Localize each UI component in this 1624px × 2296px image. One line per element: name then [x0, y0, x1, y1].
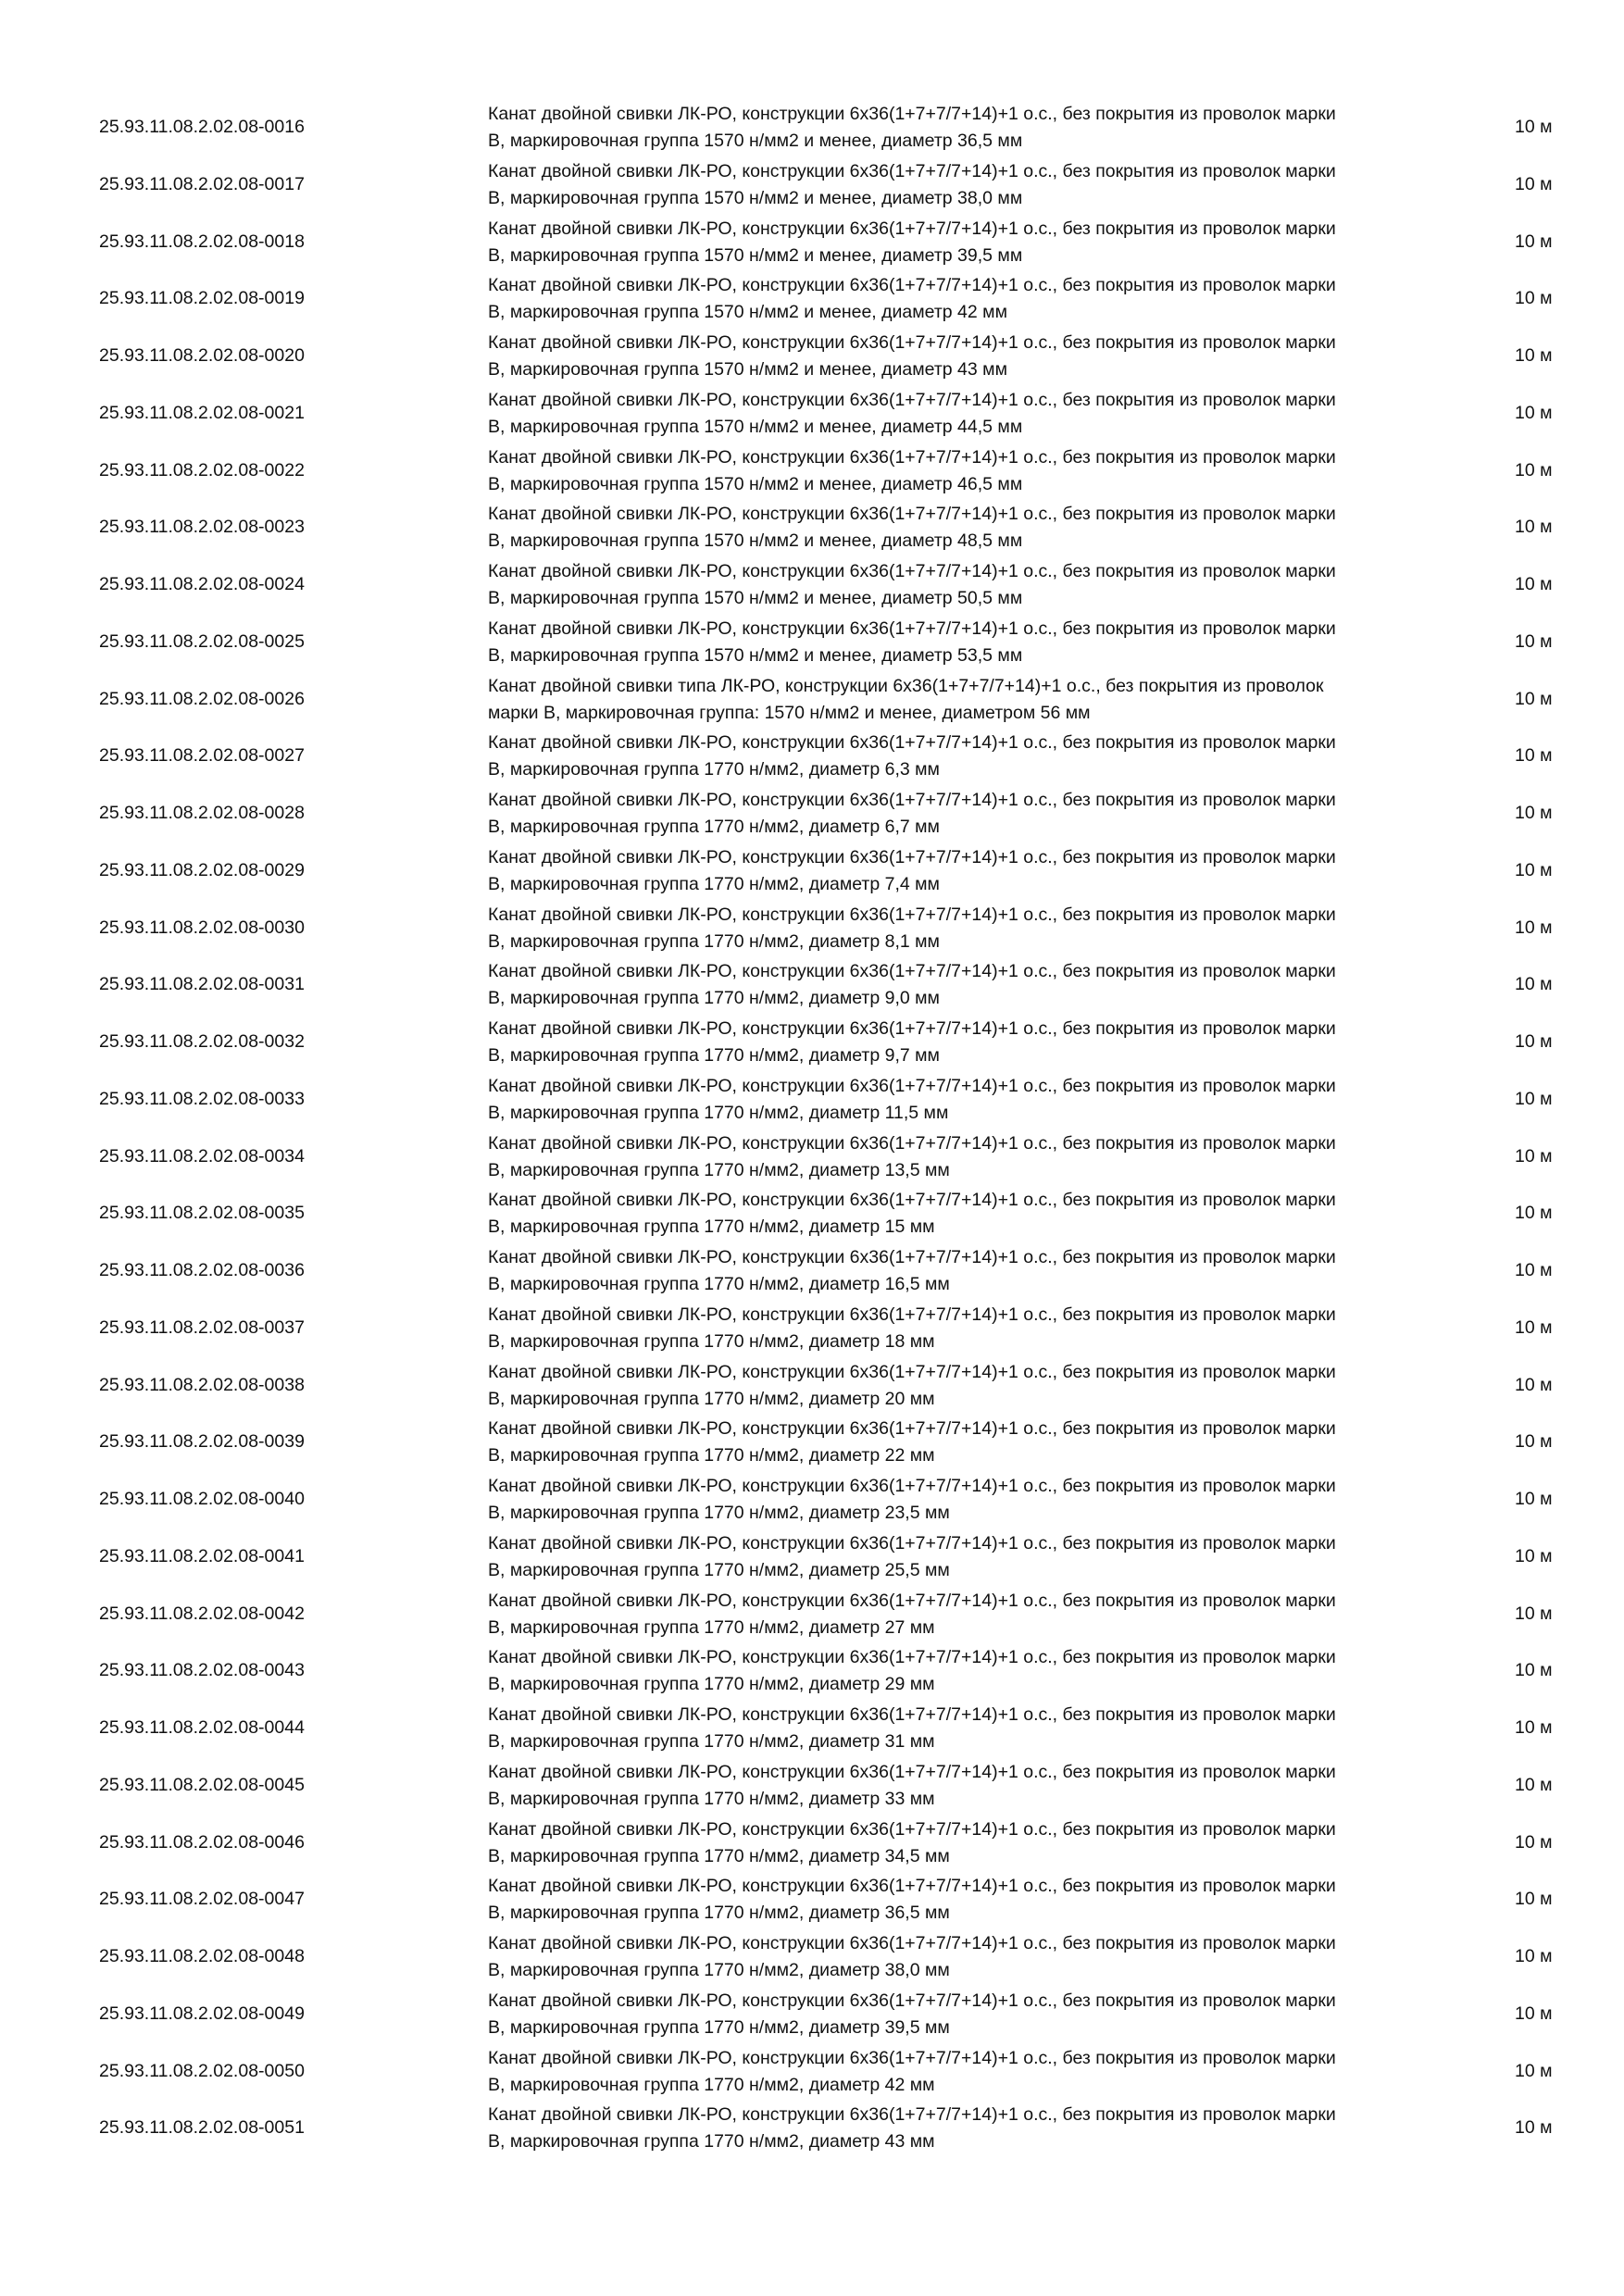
table-row [0, 1986, 1624, 2043]
table-row [0, 1185, 1624, 1242]
catalog-table [0, 99, 1624, 2157]
resource-description [488, 272, 1488, 326]
description-line-2: В, маркировочная группа 1770 н/мм2, диаметр 33 мм [488, 1788, 935, 1809]
description-line-2: В, маркировочная группа 1770 н/мм2, диаметр 13,5 мм [488, 1159, 950, 1180]
unit-of-measure: 10 м [1515, 2117, 1553, 2139]
resource-code: 25.93.11.08.2.02.08-0017 [99, 173, 305, 194]
unit-of-measure: 10 м [1515, 630, 1553, 652]
description-line-2: В, маркировочная группа 1770 н/мм2, диаметр 25,5 мм [488, 1559, 950, 1580]
description-line-1: Канат двойной свивки ЛК-РО, конструкции 6х36(1+7+7/7+14)+1 о.с., без покрытия из проволок марки [488, 104, 1336, 124]
description-line-2: В, маркировочная группа 1770 н/мм2, диаметр 6,7 мм [488, 817, 940, 837]
table-row [0, 1757, 1624, 1815]
table-row [0, 443, 1624, 500]
description-line-2: В, маркировочная группа 1770 н/мм2, диаметр 6,3 мм [488, 759, 940, 780]
resource-description [488, 1073, 1488, 1127]
resource-description [488, 673, 1488, 727]
resource-description [488, 1473, 1488, 1527]
resource-description [488, 616, 1488, 669]
table-row [0, 1242, 1624, 1300]
description-line-1: Канат двойной свивки ЛК-РО, конструкции 6х36(1+7+7/7+14)+1 о.с., без покрытия из проволок марки [488, 218, 1336, 239]
resource-code: 25.93.11.08.2.02.08-0040 [99, 1489, 305, 1509]
description-line-2: В, маркировочная группа 1570 н/мм2 и менее, диаметр 53,5 мм [488, 644, 1023, 666]
resource-code: 25.93.11.08.2.02.08-0021 [99, 402, 305, 423]
resource-code: 25.93.11.08.2.02.08-0034 [99, 1145, 305, 1167]
description-line-1: Канат двойной свивки ЛК-РО, конструкции 6х36(1+7+7/7+14)+1 о.с., без покрытия из проволок марки [488, 561, 1336, 581]
description-line-1: Канат двойной свивки ЛК-РО, конструкции 6х36(1+7+7/7+14)+1 о.с., без покрытия из проволок марки [488, 1018, 1336, 1039]
description-line-2: В, маркировочная группа 1570 н/мм2 и менее, диаметр 36,5 мм [488, 131, 1023, 151]
description-line-1: Канат двойной свивки ЛК-РО, конструкции 6х36(1+7+7/7+14)+1 о.с., без покрытия из проволок марки [488, 1476, 1336, 1496]
table-row [0, 614, 1624, 671]
table-row [0, 1300, 1624, 1357]
description-line-1: Канат двойной свивки ЛК-РО, конструкции 6х36(1+7+7/7+14)+1 о.с., без покрытия из проволок марки [488, 389, 1336, 410]
unit-of-measure: 10 м [1515, 745, 1553, 767]
unit-of-measure: 10 м [1515, 1545, 1553, 1566]
description-line-1: Канат двойной свивки ЛК-РО, конструкции 6х36(1+7+7/7+14)+1 о.с., без покрытия из проволок марки [488, 2047, 1336, 2068]
resource-description [488, 1530, 1488, 1584]
resource-code: 25.93.11.08.2.02.08-0029 [99, 859, 305, 880]
resource-code: 25.93.11.08.2.02.08-0041 [99, 1545, 305, 1566]
resource-code: 25.93.11.08.2.02.08-0037 [99, 1316, 305, 1338]
table-row [0, 328, 1624, 385]
resource-code: 25.93.11.08.2.02.08-0043 [99, 1660, 305, 1681]
description-line-1: Канат двойной свивки ЛК-РО, конструкции 6х36(1+7+7/7+14)+1 о.с., без покрытия из проволок марки [488, 1761, 1336, 1782]
table-row [0, 900, 1624, 957]
resource-code: 25.93.11.08.2.02.08-0020 [99, 345, 305, 366]
resource-code: 25.93.11.08.2.02.08-0045 [99, 1774, 305, 1795]
description-line-2: В, маркировочная группа 1770 н/мм2, диаметр 16,5 мм [488, 1274, 950, 1294]
resource-code: 25.93.11.08.2.02.08-0031 [99, 974, 305, 995]
unit-of-measure: 10 м [1515, 1660, 1553, 1681]
resource-code: 25.93.11.08.2.02.08-0048 [99, 1946, 305, 1966]
description-line-1: Канат двойной свивки ЛК-РО, конструкции 6х36(1+7+7/7+14)+1 о.с., без покрытия из проволок марки [488, 160, 1336, 181]
unit-of-measure: 10 м [1515, 1145, 1553, 1167]
description-line-1: Канат двойной свивки ЛК-РО, конструкции 6х36(1+7+7/7+14)+1 о.с., без покрытия из проволок марки [488, 1818, 1336, 1840]
description-line-2: В, маркировочная группа 1770 н/мм2, диаметр 8,1 мм [488, 930, 940, 952]
resource-description [488, 158, 1488, 212]
resource-code: 25.93.11.08.2.02.08-0019 [99, 288, 305, 309]
resource-code: 25.93.11.08.2.02.08-0036 [99, 1260, 305, 1280]
description-line-2: В, маркировочная группа 1770 н/мм2, диаметр 36,5 мм [488, 1903, 950, 1924]
resource-code: 25.93.11.08.2.02.08-0023 [99, 517, 305, 538]
description-line-1: Канат двойной свивки ЛК-РО, конструкции 6х36(1+7+7/7+14)+1 о.с., без покрытия из проволок марки [488, 1933, 1336, 1953]
table-row [0, 1529, 1624, 1586]
description-line-2: В, маркировочная группа 1770 н/мм2, диаметр 43 мм [488, 2131, 935, 2152]
resource-code: 25.93.11.08.2.02.08-0024 [99, 574, 305, 594]
description-line-1: Канат двойной свивки ЛК-РО, конструкции 6х36(1+7+7/7+14)+1 о.с., без покрытия из проволок марки [488, 846, 1336, 867]
resource-description [488, 1644, 1488, 1698]
resource-code: 25.93.11.08.2.02.08-0039 [99, 1431, 305, 1453]
resource-description [488, 1016, 1488, 1069]
table-row [0, 728, 1624, 785]
resource-code: 25.93.11.08.2.02.08-0026 [99, 688, 305, 709]
unit-of-measure: 10 м [1515, 1031, 1553, 1052]
table-row [0, 1471, 1624, 1529]
unit-of-measure: 10 м [1515, 1203, 1553, 1224]
description-line-2: В, маркировочная группа 1570 н/мм2 и менее, диаметр 44,5 мм [488, 416, 1023, 437]
unit-of-measure: 10 м [1515, 1489, 1553, 1509]
table-row [0, 556, 1624, 614]
resource-description [488, 501, 1488, 555]
table-row [0, 842, 1624, 900]
resource-description [488, 1988, 1488, 2041]
resource-code: 25.93.11.08.2.02.08-0018 [99, 231, 305, 252]
resource-description [488, 1302, 1488, 1355]
resource-description [488, 1130, 1488, 1184]
resource-code: 25.93.11.08.2.02.08-0032 [99, 1031, 305, 1052]
unit-of-measure: 10 м [1515, 1603, 1553, 1624]
description-line-2: В, маркировочная группа 1770 н/мм2, диаметр 7,4 мм [488, 873, 940, 894]
resource-description [488, 387, 1488, 441]
table-row [0, 785, 1624, 842]
unit-of-measure: 10 м [1515, 288, 1553, 309]
description-line-1: Канат двойной свивки ЛК-РО, конструкции 6х36(1+7+7/7+14)+1 о.с., без покрытия из проволок марки [488, 1361, 1336, 1382]
resource-description [488, 1416, 1488, 1469]
table-row [0, 1586, 1624, 1643]
resource-description [488, 330, 1488, 383]
unit-of-measure: 10 м [1515, 2060, 1553, 2081]
resource-description [488, 958, 1488, 1012]
resource-description [488, 902, 1488, 955]
unit-of-measure: 10 м [1515, 517, 1553, 538]
description-line-1: Канат двойной свивки ЛК-РО, конструкции 6х36(1+7+7/7+14)+1 о.с., без покрытия из проволок марки [488, 1532, 1336, 1554]
description-line-2: В, маркировочная группа 1770 н/мм2, диаметр 42 мм [488, 2074, 935, 2095]
description-line-2: В, маркировочная группа 1770 н/мм2, диаметр 39,5 мм [488, 2016, 950, 2038]
description-line-1: Канат двойной свивки ЛК-РО, конструкции 6х36(1+7+7/7+14)+1 о.с., без покрытия из проволок марки [488, 618, 1336, 639]
description-line-2: В, маркировочная группа 1570 н/мм2 и менее, диаметр 46,5 мм [488, 473, 1023, 494]
unit-of-measure: 10 м [1515, 345, 1553, 366]
description-line-1: Канат двойной свивки ЛК-РО, конструкции 6х36(1+7+7/7+14)+1 о.с., без покрытия из проволок марки [488, 275, 1336, 296]
unit-of-measure: 10 м [1515, 1946, 1553, 1966]
resource-description [488, 558, 1488, 612]
description-line-2: В, маркировочная группа 1770 н/мм2, диаметр 31 мм [488, 1731, 935, 1752]
resource-code: 25.93.11.08.2.02.08-0022 [99, 459, 305, 480]
description-line-2: В, маркировочная группа 1570 н/мм2 и менее, диаметр 39,5 мм [488, 244, 1023, 266]
unit-of-measure: 10 м [1515, 1889, 1553, 1910]
description-line-1: Канат двойной свивки ЛК-РО, конструкции 6х36(1+7+7/7+14)+1 о.с., без покрытия из проволок марки [488, 1876, 1336, 1897]
description-line-1: Канат двойной свивки ЛК-РО, конструкции 6х36(1+7+7/7+14)+1 о.с., без покрытия из проволок марки [488, 790, 1336, 810]
table-row [0, 2043, 1624, 2101]
unit-of-measure: 10 м [1515, 1831, 1553, 1853]
description-line-2: В, маркировочная группа 1770 н/мм2, диаметр 22 мм [488, 1445, 935, 1466]
table-row [0, 956, 1624, 1014]
description-line-2: В, маркировочная группа 1770 н/мм2, диаметр 9,0 мм [488, 988, 940, 1009]
unit-of-measure: 10 м [1515, 2003, 1553, 2024]
table-row [0, 1871, 1624, 1928]
unit-of-measure: 10 м [1515, 173, 1553, 194]
unit-of-measure: 10 м [1515, 1717, 1553, 1738]
description-line-2: В, маркировочная группа 1770 н/мм2, диаметр 9,7 мм [488, 1045, 940, 1066]
resource-code: 25.93.11.08.2.02.08-0046 [99, 1831, 305, 1853]
description-line-1: Канат двойной свивки ЛК-РО, конструкции 6х36(1+7+7/7+14)+1 о.с., без покрытия из проволок марки [488, 1132, 1336, 1154]
unit-of-measure: 10 м [1515, 1260, 1553, 1280]
resource-code: 25.93.11.08.2.02.08-0028 [99, 803, 305, 823]
description-line-2: В, маркировочная группа 1770 н/мм2, диаметр 18 мм [488, 1330, 935, 1352]
resource-description [488, 1702, 1488, 1755]
table-row [0, 385, 1624, 443]
unit-of-measure: 10 м [1515, 1374, 1553, 1395]
resource-description [488, 1816, 1488, 1870]
description-line-2: В, маркировочная группа 1570 н/мм2 и менее, диаметр 43 мм [488, 359, 1007, 380]
resource-description [488, 1244, 1488, 1298]
resource-code: 25.93.11.08.2.02.08-0035 [99, 1203, 305, 1224]
description-line-1: Канат двойной свивки ЛК-РО, конструкции 6х36(1+7+7/7+14)+1 о.с., без покрытия из проволок марки [488, 1075, 1336, 1096]
resource-description [488, 2102, 1488, 2155]
description-line-2: В, маркировочная группа 1570 н/мм2 и менее, диаметр 48,5 мм [488, 530, 1023, 552]
table-row [0, 1129, 1624, 1186]
description-line-2: В, маркировочная группа 1570 н/мм2 и менее, диаметр 42 мм [488, 302, 1007, 323]
unit-of-measure: 10 м [1515, 917, 1553, 938]
description-line-2: марки В, маркировочная группа: 1570 н/мм2 и менее, диаметром 56 мм [488, 702, 1091, 723]
resource-description [488, 730, 1488, 783]
resource-code: 25.93.11.08.2.02.08-0030 [99, 917, 305, 938]
table-row [0, 270, 1624, 328]
description-line-2: В, маркировочная группа 1770 н/мм2, диаметр 23,5 мм [488, 1503, 950, 1523]
unit-of-measure: 10 м [1515, 1316, 1553, 1338]
resource-code: 25.93.11.08.2.02.08-0038 [99, 1374, 305, 1395]
table-row [0, 214, 1624, 271]
unit-of-measure: 10 м [1515, 1431, 1553, 1453]
description-line-1: Канат двойной свивки ЛК-РО, конструкции 6х36(1+7+7/7+14)+1 о.с., без покрытия из проволок марки [488, 1990, 1336, 2011]
table-row [0, 1815, 1624, 1872]
resource-description [488, 1873, 1488, 1927]
unit-of-measure: 10 м [1515, 117, 1553, 137]
table-row [0, 99, 1624, 156]
resource-code: 25.93.11.08.2.02.08-0033 [99, 1088, 305, 1109]
unit-of-measure: 10 м [1515, 974, 1553, 995]
resource-code: 25.93.11.08.2.02.08-0049 [99, 2003, 305, 2024]
table-row [0, 1642, 1624, 1700]
table-row [0, 1414, 1624, 1471]
resource-description [488, 444, 1488, 498]
unit-of-measure: 10 м [1515, 574, 1553, 594]
unit-of-measure: 10 м [1515, 459, 1553, 480]
description-line-1: Канат двойной свивки ЛК-РО, конструкции 6х36(1+7+7/7+14)+1 о.с., без покрытия из проволок марки [488, 1418, 1336, 1440]
description-line-2: В, маркировочная группа 1570 н/мм2 и менее, диаметр 50,5 мм [488, 588, 1023, 608]
description-line-1: Канат двойной свивки ЛК-РО, конструкции 6х36(1+7+7/7+14)+1 о.с., без покрытия из проволок марки [488, 1190, 1336, 1211]
resource-description [488, 1930, 1488, 1984]
description-line-1: Канат двойной свивки ЛК-РО, конструкции 6х36(1+7+7/7+14)+1 о.с., без покрытия из проволок марки [488, 2104, 1336, 2126]
resource-description [488, 844, 1488, 898]
table-row [0, 1928, 1624, 1986]
resource-description [488, 1359, 1488, 1413]
resource-code: 25.93.11.08.2.02.08-0050 [99, 2060, 305, 2081]
resource-description [488, 1759, 1488, 1813]
table-row [0, 156, 1624, 214]
description-line-2: В, маркировочная группа 1770 н/мм2, диаметр 15 мм [488, 1217, 935, 1238]
unit-of-measure: 10 м [1515, 688, 1553, 709]
description-line-1: Канат двойной свивки ЛК-РО, конструкции 6х36(1+7+7/7+14)+1 о.с., без покрытия из проволок марки [488, 1590, 1336, 1611]
description-line-2: В, маркировочная группа 1570 н/мм2 и менее, диаметр 38,0 мм [488, 187, 1023, 208]
description-line-2: В, маркировочная группа 1770 н/мм2, диаметр 38,0 мм [488, 1960, 950, 1980]
resource-description [488, 787, 1488, 841]
resource-description [488, 2045, 1488, 2099]
description-line-2: В, маркировочная группа 1770 н/мм2, диаметр 20 мм [488, 1388, 935, 1409]
description-line-1: Канат двойной свивки ЛК-РО, конструкции 6х36(1+7+7/7+14)+1 о.с., без покрытия из проволок марки [488, 904, 1336, 925]
resource-code: 25.93.11.08.2.02.08-0027 [99, 745, 305, 767]
table-row [0, 1700, 1624, 1757]
unit-of-measure: 10 м [1515, 859, 1553, 880]
description-line-1: Канат двойной свивки ЛК-РО, конструкции 6х36(1+7+7/7+14)+1 о.с., без покрытия из проволок марки [488, 1647, 1336, 1668]
resource-code: 25.93.11.08.2.02.08-0042 [99, 1603, 305, 1624]
resource-description [488, 101, 1488, 155]
resource-code: 25.93.11.08.2.02.08-0051 [99, 2117, 305, 2139]
resource-description [488, 1187, 1488, 1241]
description-line-1: Канат двойной свивки ЛК-РО, конструкции 6х36(1+7+7/7+14)+1 о.с., без покрытия из проволок марки [488, 332, 1336, 353]
resource-description [488, 216, 1488, 269]
description-line-1: Канат двойной свивки типа ЛК-РО, конструкции 6х36(1+7+7/7+14)+1 о.с., без покрытия из проволок [488, 675, 1324, 696]
description-line-2: В, маркировочная группа 1770 н/мм2, диаметр 34,5 мм [488, 1845, 950, 1866]
description-line-1: Канат двойной свивки ЛК-РО, конструкции 6х36(1+7+7/7+14)+1 о.с., без покрытия из проволок марки [488, 1304, 1336, 1325]
unit-of-measure: 10 м [1515, 1774, 1553, 1795]
resource-code: 25.93.11.08.2.02.08-0047 [99, 1889, 305, 1910]
table-row [0, 671, 1624, 729]
table-row [0, 2100, 1624, 2157]
resource-code: 25.93.11.08.2.02.08-0016 [99, 117, 305, 137]
resource-code: 25.93.11.08.2.02.08-0044 [99, 1717, 305, 1738]
description-line-1: Канат двойной свивки ЛК-РО, конструкции 6х36(1+7+7/7+14)+1 о.с., без покрытия из проволок марки [488, 504, 1336, 525]
description-line-1: Канат двойной свивки ЛК-РО, конструкции 6х36(1+7+7/7+14)+1 о.с., без покрытия из проволок марки [488, 961, 1336, 982]
table-row [0, 1071, 1624, 1129]
table-row [0, 1014, 1624, 1071]
unit-of-measure: 10 м [1515, 402, 1553, 423]
table-row [0, 499, 1624, 556]
description-line-2: В, маркировочная группа 1770 н/мм2, диаметр 29 мм [488, 1674, 935, 1695]
description-line-1: Канат двойной свивки ЛК-РО, конструкции 6х36(1+7+7/7+14)+1 о.с., без покрытия из проволок марки [488, 732, 1336, 754]
table-row [0, 1357, 1624, 1415]
unit-of-measure: 10 м [1515, 231, 1553, 252]
unit-of-measure: 10 м [1515, 803, 1553, 823]
resource-code: 25.93.11.08.2.02.08-0025 [99, 630, 305, 652]
resource-description [488, 1588, 1488, 1641]
description-line-2: В, маркировочная группа 1770 н/мм2, диаметр 27 мм [488, 1616, 935, 1638]
description-line-1: Канат двойной свивки ЛК-РО, конструкции 6х36(1+7+7/7+14)+1 о.с., без покрытия из проволок марки [488, 446, 1336, 468]
description-line-2: В, маркировочная группа 1770 н/мм2, диаметр 11,5 мм [488, 1102, 949, 1123]
description-line-1: Канат двойной свивки ЛК-РО, конструкции 6х36(1+7+7/7+14)+1 о.с., без покрытия из проволок марки [488, 1704, 1336, 1725]
unit-of-measure: 10 м [1515, 1088, 1553, 1109]
description-line-1: Канат двойной свивки ЛК-РО, конструкции 6х36(1+7+7/7+14)+1 о.с., без покрытия из проволок марки [488, 1247, 1336, 1267]
